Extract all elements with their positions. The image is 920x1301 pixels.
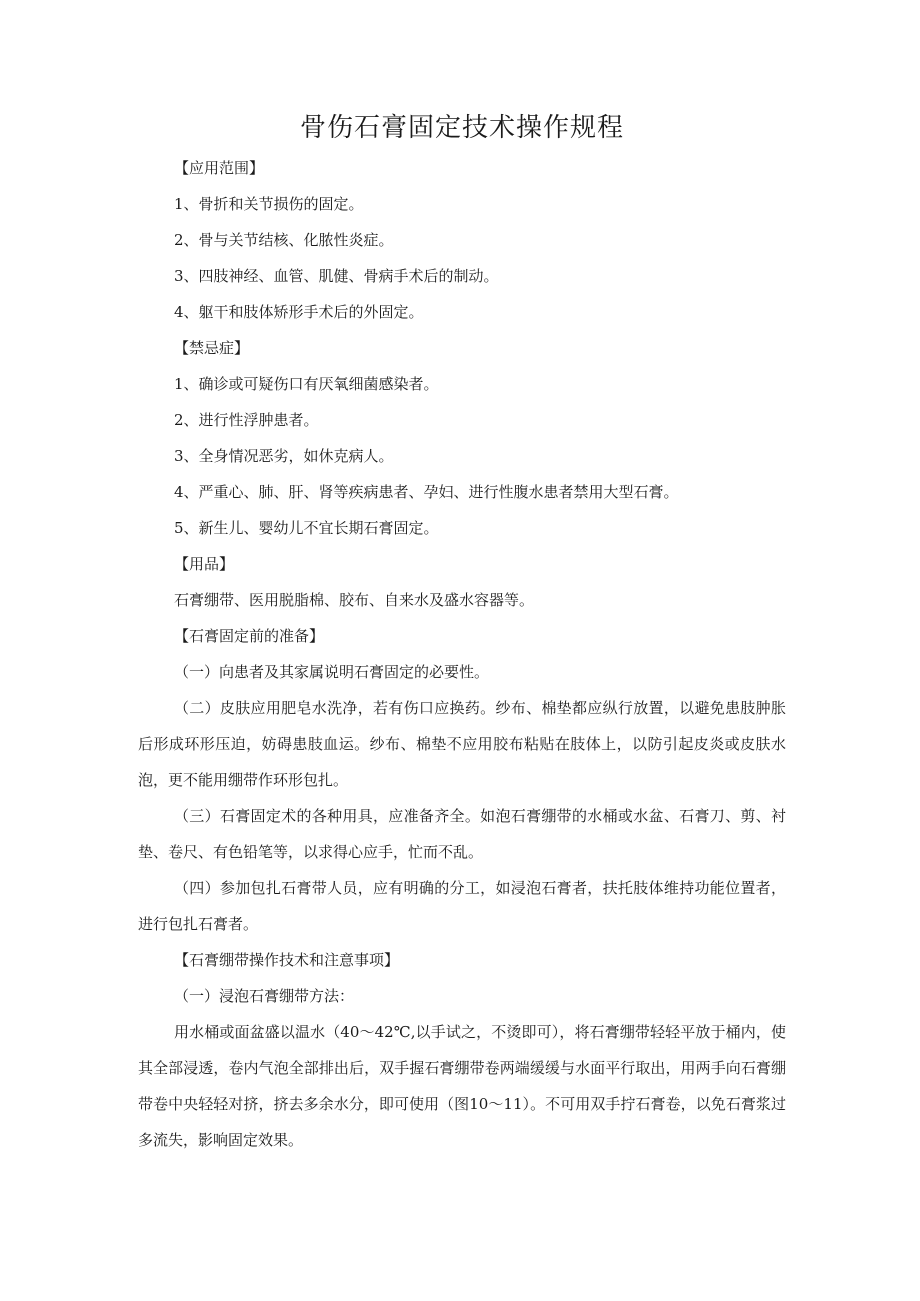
sub-heading: （一）浸泡石膏绷带方法： — [174, 987, 355, 1005]
paragraph: （二）皮肤应用肥皂水洗净，若有伤口应换药。纱布、棉垫都应纵行放置，以避免患肢肿胀后形成环形压迫，妨碍患肢血运。纱布、棉垫不应用胶布粘贴在肢体上，以防引起皮炎或皮肤水泡，更不能用绷带作环形包扎。 — [138, 699, 786, 789]
list-item: 3、四肢神经、血管、肌健、骨病手术后的制动。 — [174, 267, 499, 285]
list-item: 2、进行性浮肿患者。 — [174, 411, 319, 429]
paragraph: （一）向患者及其家属说明石膏固定的必要性。 — [174, 663, 490, 681]
list-item: 2、骨与关节结核、化脓性炎症。 — [174, 231, 394, 249]
section-heading-scope: 【应用范围】 — [174, 159, 265, 177]
section-heading-technique: 【石膏绷带操作技术和注意事项】 — [174, 951, 400, 969]
paragraph: 用水桶或面盆盛以温水（40～42℃,以手试之，不烫即可），将石膏绷带轻轻平放于桶内，使其全部浸透，卷内气泡全部排出后，双手握石膏绷带卷两端缓缓与水面平行取出，用两手向石膏绷带卷中央轻轻对挤，挤去多余水分，即可使用（图10～11）。不可用双手拧石膏卷，以免石膏浆过多流失，影响固定效果。 — [138, 1023, 786, 1149]
list-item: 1、骨折和关节损伤的固定。 — [174, 195, 364, 213]
paragraph: （三）石膏固定术的各种用具，应准备齐全。如泡石膏绷带的水桶或水盆、石膏刀、剪、衬垫、卷尺、有色铅笔等，以求得心应手，忙而不乱。 — [138, 807, 786, 861]
section-heading-contraindications: 【禁忌症】 — [174, 339, 250, 357]
paragraph: （四）参加包扎石膏带人员，应有明确的分工，如浸泡石膏者，扶托肢体维持功能位置者，进行包扎石膏者。 — [138, 879, 786, 933]
supplies-text: 石膏绷带、医用脱脂棉、胶布、自来水及盛水容器等。 — [174, 591, 535, 609]
section-heading-preparation: 【石膏固定前的准备】 — [174, 627, 325, 645]
document-page — [138, 108, 786, 1158]
list-item: 1、确诊或可疑伤口有厌氧细菌感染者。 — [174, 375, 439, 393]
list-item: 3、全身情况恶劣，如休克病人。 — [174, 447, 394, 465]
page-title: 骨伤石膏固定技术操作规程 — [299, 113, 624, 143]
list-item: 4、严重心、肺、肝、肾等疾病患者、孕妇、进行性腹水患者禁用大型石膏。 — [174, 483, 679, 501]
list-item: 4、躯干和肢体矫形手术后的外固定。 — [174, 303, 424, 321]
section-heading-supplies: 【用品】 — [174, 555, 235, 573]
list-item: 5、新生儿、婴幼儿不宜长期石膏固定。 — [174, 519, 439, 537]
